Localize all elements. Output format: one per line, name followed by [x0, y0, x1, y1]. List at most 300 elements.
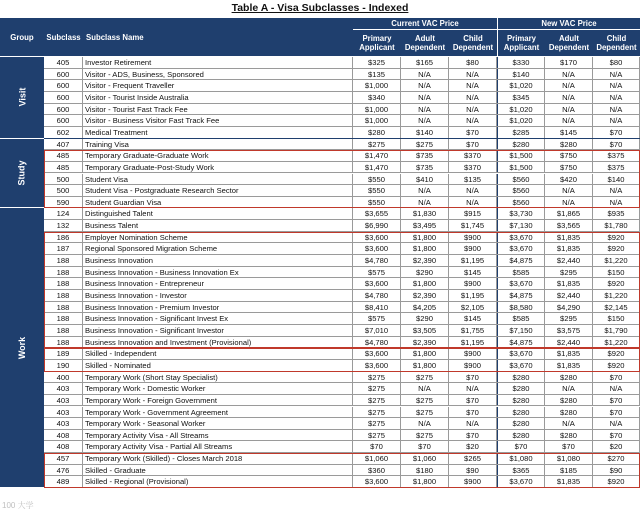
price-cell: $1,195 [449, 255, 497, 266]
price-cell: $8,410 [353, 302, 401, 313]
price-cell: $4,875 [497, 337, 545, 348]
subclass-cell: 600 [44, 115, 83, 126]
subclass-name-cell: Visitor - ADS, Business, Sponsored [83, 69, 353, 80]
price-cell: $275 [353, 430, 401, 441]
subclass-cell: 403 [44, 407, 83, 418]
table-title: Table A - Visa Subclasses - Indexed [231, 2, 409, 14]
price-cell: $275 [353, 395, 401, 406]
price-cell: N/A [449, 115, 497, 126]
price-cell: $275 [401, 407, 449, 418]
price-cell: $1,500 [497, 150, 545, 161]
subclass-cell: 188 [44, 313, 83, 324]
price-cell: $330 [497, 57, 545, 68]
subclass-cell: 600 [44, 69, 83, 80]
price-cell: $375 [593, 162, 640, 173]
subclass-name-cell: Visitor - Business Visitor Fast Track Fee [83, 115, 353, 126]
price-cell: $560 [497, 174, 545, 185]
price-cell: N/A [545, 80, 593, 91]
subclass-cell: 188 [44, 255, 83, 266]
price-cell: $3,600 [353, 243, 401, 254]
price-cell: $80 [449, 57, 497, 68]
subclass-name-cell: Visitor - Frequent Traveller [83, 80, 353, 91]
price-cell: $560 [497, 197, 545, 208]
price-cell: $325 [353, 57, 401, 68]
table-row [44, 418, 640, 430]
subclass-name-cell: Business Innovation and Investment (Provisional) [83, 337, 353, 348]
subclass-name-cell: Temporary Activity Visa - All Streams [83, 430, 353, 441]
price-cell: N/A [545, 383, 593, 394]
col-header-current-primary: Primary Applicant [353, 30, 401, 56]
price-cell: $1,865 [545, 208, 593, 219]
price-cell: $750 [545, 162, 593, 173]
price-cell: $920 [593, 243, 640, 254]
table-row [44, 267, 640, 279]
price-cell: $280 [545, 395, 593, 406]
subclass-name-cell: Business Innovation [83, 255, 353, 266]
subclass-cell: 600 [44, 80, 83, 91]
price-cell: N/A [449, 185, 497, 196]
price-cell: $2,145 [593, 302, 640, 313]
price-cell: $1,500 [497, 162, 545, 173]
price-cell: $2,440 [545, 337, 593, 348]
price-cell: $80 [593, 57, 640, 68]
price-cell: $2,440 [545, 290, 593, 301]
price-cell: $280 [497, 383, 545, 394]
price-cell: $165 [401, 57, 449, 68]
price-cell: $920 [593, 360, 640, 371]
price-cell: $275 [401, 395, 449, 406]
price-cell: N/A [449, 92, 497, 103]
subclass-cell: 132 [44, 220, 83, 231]
price-cell: $1,800 [401, 348, 449, 359]
subclass-name-cell: Skilled - Nominated [83, 360, 353, 371]
price-cell: $1,470 [353, 150, 401, 161]
price-cell: $70 [449, 407, 497, 418]
subclass-cell: 186 [44, 232, 83, 243]
price-cell: $135 [353, 69, 401, 80]
table-row [44, 80, 640, 92]
price-cell: $3,670 [497, 348, 545, 359]
subclass-name-cell: Student Visa [83, 174, 353, 185]
price-cell: $920 [593, 476, 640, 487]
price-cell: $1,000 [353, 80, 401, 91]
subclass-name-cell: Student Visa - Postgraduate Research Sector [83, 185, 353, 196]
table-row [44, 185, 640, 197]
table-row [44, 383, 640, 395]
subclass-name-cell: Training Visa [83, 139, 353, 150]
price-cell: N/A [449, 80, 497, 91]
price-cell: $1,020 [497, 115, 545, 126]
price-cell: $1,195 [449, 290, 497, 301]
table-row [44, 115, 640, 127]
subclass-name-cell: Skilled - Regional (Provisional) [83, 476, 353, 487]
subclass-name-cell: Regional Sponsored Migration Scheme [83, 243, 353, 254]
price-cell: $4,875 [497, 290, 545, 301]
price-cell: $275 [353, 418, 401, 429]
price-cell: $900 [449, 476, 497, 487]
price-cell: $275 [401, 430, 449, 441]
price-cell: $285 [497, 127, 545, 138]
price-cell: $3,575 [545, 325, 593, 336]
price-cell: $1,780 [593, 220, 640, 231]
table-row [44, 69, 640, 81]
price-cell: $70 [593, 407, 640, 418]
price-cell: $275 [401, 372, 449, 383]
subclass-name-cell: Temporary Work - Foreign Government [83, 395, 353, 406]
subclass-cell: 476 [44, 465, 83, 476]
price-cell: $1,835 [545, 476, 593, 487]
price-cell: $3,670 [497, 476, 545, 487]
price-cell: $735 [401, 150, 449, 161]
price-cell: $360 [353, 465, 401, 476]
subclass-name-cell: Student Guardian Visa [83, 197, 353, 208]
price-cell: $140 [593, 174, 640, 185]
price-cell: $345 [497, 92, 545, 103]
price-cell: $140 [401, 127, 449, 138]
subclass-name-cell: Visitor - Tourist Fast Track Fee [83, 104, 353, 115]
price-cell: $4,780 [353, 337, 401, 348]
price-cell: $2,390 [401, 255, 449, 266]
subclass-cell: 124 [44, 208, 83, 219]
subclass-name-cell: Business Innovation - Business Innovation Ex [83, 267, 353, 278]
price-cell: $1,080 [545, 453, 593, 464]
price-cell: $20 [449, 441, 497, 452]
table-row [44, 395, 640, 407]
price-cell: N/A [449, 418, 497, 429]
price-cell: $70 [449, 372, 497, 383]
price-cell: $295 [545, 313, 593, 324]
price-cell: $280 [545, 407, 593, 418]
price-cell: $1,195 [449, 337, 497, 348]
subclass-cell: 403 [44, 383, 83, 394]
price-cell: $4,780 [353, 290, 401, 301]
price-cell: N/A [593, 92, 640, 103]
subclass-name-cell: Temporary Work (Short Stay Specialist) [83, 372, 353, 383]
price-cell: $70 [353, 441, 401, 452]
subclass-name-cell: Temporary Work (Skilled) - Closes March 2018 [83, 453, 353, 464]
price-cell: $3,670 [497, 360, 545, 371]
price-cell: N/A [449, 383, 497, 394]
price-cell: $185 [545, 465, 593, 476]
price-cell: $170 [545, 57, 593, 68]
subclass-cell: 457 [44, 453, 83, 464]
price-cell: $750 [545, 150, 593, 161]
price-cell: $280 [497, 407, 545, 418]
price-cell: $1,835 [545, 243, 593, 254]
table-row [44, 232, 640, 244]
price-cell: N/A [545, 197, 593, 208]
table-row [44, 325, 640, 337]
subclass-cell: 590 [44, 197, 83, 208]
subclass-cell: 400 [44, 372, 83, 383]
price-cell: $4,205 [401, 302, 449, 313]
price-cell: $920 [593, 278, 640, 289]
price-cell: $3,730 [497, 208, 545, 219]
price-cell: $1,790 [593, 325, 640, 336]
price-cell: $70 [593, 127, 640, 138]
table-row [44, 92, 640, 104]
price-cell: $7,130 [497, 220, 545, 231]
price-cell: N/A [545, 69, 593, 80]
price-cell: $280 [545, 372, 593, 383]
price-cell: $2,390 [401, 337, 449, 348]
subclass-cell: 408 [44, 430, 83, 441]
subclass-name-cell: Business Innovation - Significant Investor [83, 325, 353, 336]
table-row [44, 290, 640, 302]
price-cell: $180 [401, 465, 449, 476]
subclass-name-cell: Temporary Activity Visa - Partial All Streams [83, 441, 353, 452]
price-cell: $20 [593, 441, 640, 452]
price-cell: $915 [449, 208, 497, 219]
price-cell: $150 [593, 313, 640, 324]
price-cell: $275 [353, 372, 401, 383]
table-row [44, 360, 640, 372]
table-row [44, 174, 640, 186]
price-cell: $2,105 [449, 302, 497, 313]
table-row [44, 302, 640, 314]
col-header-new-primary: Primary Applicant [497, 30, 545, 56]
subclass-cell: 403 [44, 418, 83, 429]
price-cell: $280 [497, 372, 545, 383]
subclass-cell: 602 [44, 127, 83, 138]
subclass-cell: 403 [44, 395, 83, 406]
subclass-name-cell: Investor Retirement [83, 57, 353, 68]
price-cell: $140 [497, 69, 545, 80]
price-cell: $550 [353, 174, 401, 185]
price-cell: $70 [593, 395, 640, 406]
table-row [44, 430, 640, 442]
subclass-name-cell: Visitor - Tourist Inside Australia [83, 92, 353, 103]
price-cell: $1,800 [401, 360, 449, 371]
price-cell: $575 [353, 267, 401, 278]
price-cell: $370 [449, 162, 497, 173]
price-cell: N/A [545, 185, 593, 196]
price-cell: $3,600 [353, 278, 401, 289]
subclass-cell: 485 [44, 162, 83, 173]
price-cell: $280 [497, 418, 545, 429]
price-cell: $270 [593, 453, 640, 464]
col-header-new-adult: Adult Dependent [545, 30, 593, 56]
price-cell: $295 [545, 267, 593, 278]
price-cell: $145 [545, 127, 593, 138]
col-header-current-child: Child Dependent [449, 30, 497, 56]
table-row [44, 465, 640, 477]
price-cell: $900 [449, 243, 497, 254]
price-cell: $735 [401, 162, 449, 173]
price-cell: $70 [401, 441, 449, 452]
price-cell: $3,670 [497, 232, 545, 243]
price-cell: $3,565 [545, 220, 593, 231]
subclass-name-cell: Business Innovation - Significant Invest Ex [83, 313, 353, 324]
table-row [44, 208, 640, 220]
subclass-cell: 188 [44, 290, 83, 301]
price-cell: $280 [545, 430, 593, 441]
price-cell: $70 [593, 430, 640, 441]
price-cell: $340 [353, 92, 401, 103]
price-cell: $370 [449, 150, 497, 161]
price-cell: $70 [497, 441, 545, 452]
price-cell: $900 [449, 360, 497, 371]
price-cell: $1,060 [401, 453, 449, 464]
price-cell: $70 [449, 139, 497, 150]
price-cell: $575 [353, 313, 401, 324]
table-row [44, 127, 640, 139]
subclass-cell: 500 [44, 185, 83, 196]
price-cell: $4,875 [497, 255, 545, 266]
col-header-subclass-name: Subclass Name [83, 18, 353, 56]
group-label-visit [0, 57, 44, 139]
price-cell: $560 [497, 185, 545, 196]
price-cell: $365 [497, 465, 545, 476]
price-cell: $265 [449, 453, 497, 464]
price-cell: $275 [353, 407, 401, 418]
table-row [44, 104, 640, 116]
price-cell: $275 [401, 139, 449, 150]
price-cell: $1,835 [545, 348, 593, 359]
price-cell: N/A [593, 69, 640, 80]
price-cell: $1,000 [353, 115, 401, 126]
table-row [44, 57, 640, 69]
table-row [44, 220, 640, 232]
subclass-name-cell: Distinguished Talent [83, 208, 353, 219]
subclass-cell: 600 [44, 92, 83, 103]
price-cell: $900 [449, 232, 497, 243]
price-cell: N/A [545, 418, 593, 429]
price-cell: N/A [401, 69, 449, 80]
price-cell: $1,745 [449, 220, 497, 231]
price-cell: N/A [593, 80, 640, 91]
price-cell: N/A [401, 115, 449, 126]
price-cell: N/A [593, 104, 640, 115]
price-cell: $1,835 [545, 278, 593, 289]
subclass-name-cell: Temporary Work - Domestic Worker [83, 383, 353, 394]
subclass-name-cell: Employer Nomination Scheme [83, 232, 353, 243]
price-cell: $550 [353, 185, 401, 196]
price-cell: $1,220 [593, 255, 640, 266]
table-row [44, 278, 640, 290]
price-cell: $3,600 [353, 348, 401, 359]
price-cell: $280 [353, 127, 401, 138]
price-cell: $1,800 [401, 232, 449, 243]
subclass-name-cell: Skilled - Independent [83, 348, 353, 359]
price-cell: $280 [497, 395, 545, 406]
price-cell: $1,800 [401, 476, 449, 487]
price-cell: $410 [401, 174, 449, 185]
watermark: 100 大学 [2, 501, 34, 510]
subclass-cell: 485 [44, 150, 83, 161]
price-cell: $585 [497, 313, 545, 324]
price-cell: N/A [593, 197, 640, 208]
price-cell: N/A [593, 185, 640, 196]
table-row [44, 348, 640, 360]
table-row [44, 313, 640, 325]
table-row [44, 337, 640, 349]
subclass-cell: 188 [44, 302, 83, 313]
price-cell: $1,060 [353, 453, 401, 464]
subclass-name-cell: Temporary Work - Government Agreement [83, 407, 353, 418]
price-cell: $7,150 [497, 325, 545, 336]
group-label-work [0, 208, 44, 488]
price-cell: $3,505 [401, 325, 449, 336]
price-cell: $920 [593, 348, 640, 359]
price-cell: $3,670 [497, 243, 545, 254]
price-cell: $290 [401, 313, 449, 324]
price-cell: $280 [497, 430, 545, 441]
table-row [44, 162, 640, 174]
price-cell: N/A [401, 185, 449, 196]
subclass-name-cell: Temporary Work - Seasonal Worker [83, 418, 353, 429]
subclass-name-cell: Temporary Graduate-Post-Study Work [83, 162, 353, 173]
price-cell: $900 [449, 278, 497, 289]
price-cell: $420 [545, 174, 593, 185]
price-cell: $1,800 [401, 278, 449, 289]
col-header-current-adult: Adult Dependent [401, 30, 449, 56]
group-label-text: Study [16, 160, 27, 186]
price-cell: N/A [401, 418, 449, 429]
subclass-cell: 500 [44, 174, 83, 185]
price-cell: $585 [497, 267, 545, 278]
subclass-name-cell: Business Talent [83, 220, 353, 231]
price-cell: $70 [449, 395, 497, 406]
price-cell: N/A [401, 383, 449, 394]
price-cell: $275 [353, 139, 401, 150]
price-cell: N/A [449, 104, 497, 115]
price-cell: $1,000 [353, 104, 401, 115]
price-cell: $70 [545, 441, 593, 452]
price-cell: $900 [449, 348, 497, 359]
price-cell: N/A [593, 115, 640, 126]
subclass-cell: 600 [44, 104, 83, 115]
price-cell: $90 [449, 465, 497, 476]
price-cell: $135 [449, 174, 497, 185]
subclass-cell: 190 [44, 360, 83, 371]
price-cell: $2,440 [545, 255, 593, 266]
col-header-new-price: New VAC Price [497, 18, 640, 30]
col-header-current-price: Current VAC Price [353, 18, 497, 30]
price-cell: $8,580 [497, 302, 545, 313]
price-cell: $3,670 [497, 278, 545, 289]
subclass-cell: 188 [44, 278, 83, 289]
price-cell: $90 [593, 465, 640, 476]
price-cell: $4,780 [353, 255, 401, 266]
price-cell: $275 [353, 383, 401, 394]
group-label-study [0, 139, 44, 209]
price-cell: $1,470 [353, 162, 401, 173]
subclass-cell: 188 [44, 267, 83, 278]
price-cell: N/A [593, 418, 640, 429]
price-cell: $70 [593, 372, 640, 383]
table-row [44, 255, 640, 267]
price-cell: $3,600 [353, 476, 401, 487]
price-cell: $1,220 [593, 290, 640, 301]
price-cell: $280 [497, 139, 545, 150]
subclass-name-cell: Business Innovation - Entrepreneur [83, 278, 353, 289]
subclass-cell: 188 [44, 337, 83, 348]
subclass-name-cell: Business Innovation - Premium Investor [83, 302, 353, 313]
price-cell: $1,835 [545, 232, 593, 243]
price-cell: $3,655 [353, 208, 401, 219]
price-cell: $290 [401, 267, 449, 278]
group-label-text: Work [17, 336, 27, 359]
price-cell: $1,830 [401, 208, 449, 219]
price-cell: $1,800 [401, 243, 449, 254]
subclass-name-cell: Medical Treatment [83, 127, 353, 138]
price-cell: N/A [449, 69, 497, 80]
subclass-name-cell: Temporary Graduate-Graduate Work [83, 150, 353, 161]
subclass-name-cell: Business Innovation - Investor [83, 290, 353, 301]
price-cell: $550 [353, 197, 401, 208]
subclass-cell: 489 [44, 476, 83, 487]
